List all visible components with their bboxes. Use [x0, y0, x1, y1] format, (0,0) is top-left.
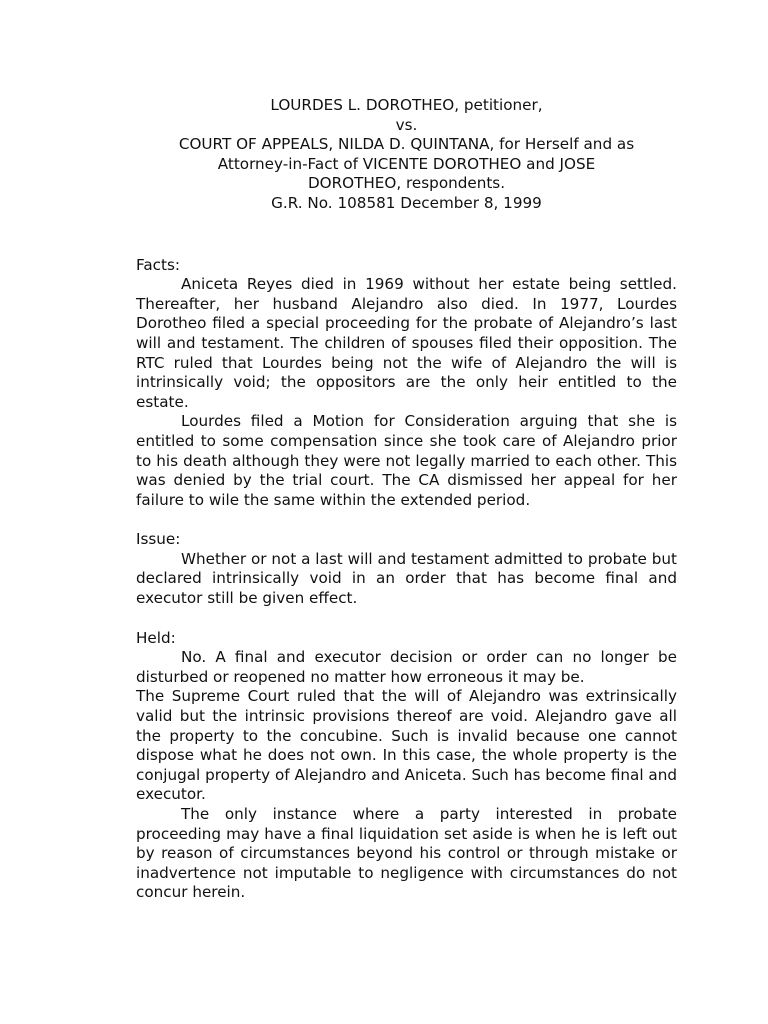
facts-paragraph-1: Aniceta Reyes died in 1969 without her estate being settled. Thereafter, her husband Alejandro also died. In 1977, Lourdes Dorotheo filed a special proceeding for the probate of Alejandro’s last will and testament. The children of spouses filed their opposition. The RTC ruled that Lourdes being not the wife of Alejandro the will is intrinsically void; the oppositors are the only heir entitled to the estate.	[136, 275, 677, 411]
facts-paragraph-2: Lourdes filed a Motion for Consideration arguing that she is entitled to some compensation since she took care of Alejandro prior to his death although they were not legally married to each other. This was denied by the trial court. The CA dismissed her appeal for her failure to wile the same within the extended period.	[136, 412, 677, 509]
case-number-date: G.R. No. 108581 December 8, 1999	[271, 193, 542, 212]
respondents-line-2: Attorney-in-Fact of VICENTE DOROTHEO and JOSE	[217, 154, 596, 173]
respondents-line-3: DOROTHEO, respondents.	[307, 174, 506, 193]
issue-section	[136, 530, 677, 608]
respondents-line-1: COURT OF APPEALS, NILDA D. QUINTANA, for Herself and as	[178, 135, 635, 154]
versus-line: vs.	[395, 115, 418, 134]
facts-section	[136, 256, 677, 511]
held-heading: Held:	[136, 628, 176, 647]
held-paragraph-1: No. A final and executor decision or order can no longer be disturbed or reopened no matter how erroneous it may be.	[136, 648, 677, 686]
held-paragraph-2: The Supreme Court ruled that the will of Alejandro was extrinsically valid but the intrinsic provisions thereof are void. Alejandro gave all the property to the concubine. Such is invalid because one cannot dispose what he does not own. In this case, the whole property is the conjugal property of Alejandro and Aniceta. Such has become final and executor.	[136, 687, 677, 804]
held-section	[136, 629, 677, 903]
issue-paragraph: Whether or not a last will and testament admitted to probate but declared intrinsically void in an order that has become final and executor still be given effect.	[136, 549, 677, 608]
document-page	[136, 96, 677, 903]
held-paragraph-3: The only instance where a party interested in probate proceeding may have a final liquidation set aside is when he is left out by reason of circumstances beyond his control or through mistake or inadvertence not imputable to negligence with circumstances do not concur herein.	[136, 805, 677, 902]
facts-heading: Facts:	[136, 255, 180, 274]
petitioner-line: LOURDES L. DOROTHEO, petitioner,	[270, 96, 543, 114]
case-title	[136, 96, 677, 214]
issue-heading: Issue:	[136, 530, 181, 549]
